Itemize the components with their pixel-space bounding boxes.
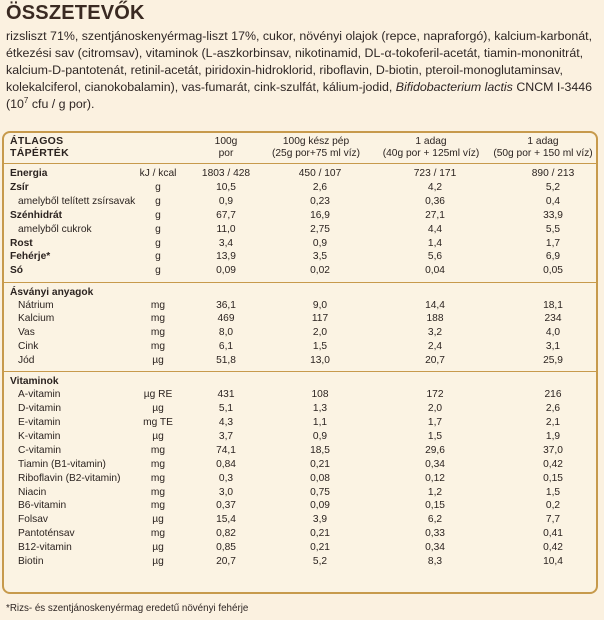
- row-value-serving-50g: 1,7: [545, 237, 561, 249]
- table-row: [4, 458, 596, 472]
- table-row: [4, 181, 596, 195]
- row-value-100g-ready: 2,75: [310, 223, 330, 235]
- row-name: Nátrium: [18, 299, 54, 311]
- row-value-serving-50g: 5,5: [545, 223, 561, 235]
- row-value-100g: 13,9: [216, 251, 236, 263]
- row-name: Niacin: [18, 486, 47, 498]
- table-row: [4, 340, 596, 354]
- row-name: B6-vitamin: [18, 500, 67, 512]
- row-unit: g: [155, 182, 161, 194]
- row-value-100g: 431: [217, 389, 235, 401]
- section-title: ÖSSZETEVŐK: [6, 2, 145, 24]
- row-value-100g: 1803 / 428: [201, 168, 251, 180]
- row-unit: µg RE: [143, 389, 173, 401]
- row-value-100g-ready: 9,0: [312, 299, 328, 311]
- row-value-serving-40g: 14,4: [425, 299, 445, 311]
- row-value-serving-50g: 0,42: [543, 458, 563, 470]
- row-name: Jód: [18, 355, 35, 367]
- row-unit: mg: [150, 486, 166, 498]
- table-row: [4, 237, 596, 251]
- row-value-serving-50g: 25,9: [543, 355, 563, 367]
- footnote: *Rizs- és szentjánoskenyérmag eredetű növényi fehérje: [6, 603, 249, 614]
- row-name: Tiamin (B1-vitamin): [18, 458, 106, 470]
- row-value-100g: 0,3: [218, 472, 234, 484]
- row-value-100g-ready: 2,0: [312, 327, 328, 339]
- table-row: [4, 472, 596, 486]
- row-value-serving-50g: 1,5: [545, 486, 561, 498]
- row-value-100g-ready: 117: [311, 313, 329, 325]
- row-value-100g-ready: 0,21: [310, 542, 330, 554]
- row-value-100g-ready: 1,3: [312, 403, 328, 415]
- row-unit: µg: [152, 355, 164, 367]
- row-value-100g: 6,1: [218, 341, 234, 353]
- row-value-serving-40g: 1,5: [427, 430, 443, 442]
- table-row: [4, 299, 596, 313]
- row-value-100g-ready: 450 / 107: [298, 168, 342, 180]
- row-value-100g-ready: 13,0: [310, 355, 330, 367]
- table-row: [4, 416, 596, 430]
- probiotic-name: Bifidobacterium lactis: [395, 80, 513, 95]
- ingredients-main: rizsliszt 71%, szentjánoskenyérmag-liszt 17%, cukor, növényi olajok (repce, napraforgó), kalcium-karbonát, étkezési sav (citromsav), vitaminok (L-aszkorbinsav, nikotinamid, DL-α-tokoferil-acetát, tiamin-mononitrát, kalcium-D-pantotenát, retinil-acetát, piridoxin-hidroklorid, riboflavin, D-biotin, pteroil-monoglutaminsav, kolekalciferol, cianokobalamin), vas-fumarát, cink-szulfát, kálium-jodid,: [6, 29, 593, 95]
- table-row: [4, 312, 596, 326]
- row-value-serving-50g: 1,9: [545, 430, 561, 442]
- table-row: [4, 499, 596, 513]
- row-value-100g: 67,7: [216, 209, 236, 221]
- row-name: Vas: [18, 327, 35, 339]
- row-value-serving-50g: 37,0: [543, 444, 563, 456]
- row-value-100g: 0,84: [216, 458, 236, 470]
- row-value-100g-ready: 1,5: [312, 341, 328, 353]
- row-name: Cink: [18, 341, 39, 353]
- row-name: Pantoténsav: [18, 528, 75, 540]
- row-value-100g: 74,1: [216, 444, 236, 456]
- row-value-100g: 20,7: [216, 556, 236, 567]
- row-unit: kJ / kcal: [139, 168, 177, 180]
- row-value-serving-40g: 0,12: [425, 472, 445, 484]
- row-value-100g-ready: 18,5: [310, 444, 330, 456]
- table-row: [4, 430, 596, 444]
- row-name: Kalcium: [18, 313, 55, 325]
- row-value-100g: 36,1: [216, 299, 236, 311]
- row-value-serving-50g: 2,6: [545, 403, 561, 415]
- row-value-100g: 0,82: [216, 528, 236, 540]
- row-value-100g: 0,37: [216, 500, 236, 512]
- row-name: B12-vitamin: [18, 542, 72, 554]
- row-value-100g: 4,3: [218, 417, 234, 429]
- table-row: [4, 354, 596, 368]
- table-row: [4, 541, 596, 555]
- row-value-serving-50g: 0,41: [543, 528, 563, 540]
- row-value-100g-ready: 0,9: [312, 430, 328, 442]
- row-value-serving-40g: 0,33: [425, 528, 445, 540]
- row-value-serving-50g: 216: [544, 389, 562, 401]
- minerals-section-title: Ásványi anyagok: [10, 286, 94, 298]
- row-value-100g-ready: 0,75: [310, 486, 330, 498]
- row-unit: g: [155, 223, 161, 235]
- header-unit: [124, 133, 192, 163]
- row-unit: mg: [150, 327, 166, 339]
- row-value-serving-50g: 18,1: [543, 299, 563, 311]
- row-unit: mg: [150, 444, 166, 456]
- row-name: K-vitamin: [18, 430, 61, 442]
- row-value-100g: 15,4: [216, 514, 236, 526]
- row-value-serving-40g: 0,34: [425, 542, 445, 554]
- row-value-serving-40g: 1,4: [427, 237, 443, 249]
- row-value-serving-40g: 0,04: [425, 265, 445, 277]
- table-row: [4, 444, 596, 458]
- header-col1: 100g por: [214, 136, 238, 159]
- table-row: [4, 209, 596, 223]
- row-value-100g: 51,8: [216, 355, 236, 367]
- row-value-serving-50g: 3,1: [545, 341, 561, 353]
- row-value-100g: 0,85: [216, 542, 236, 554]
- row-unit: mg: [150, 313, 166, 325]
- row-unit: g: [155, 237, 161, 249]
- row-unit: µg: [152, 542, 164, 554]
- nutrition-panel: [2, 131, 598, 594]
- header-col4: 1 adag (50g por + 150 ml víz): [493, 136, 593, 159]
- row-value-serving-40g: 29,6: [425, 444, 445, 456]
- header-col2: 100g kész pép (25g por+75 ml víz): [271, 136, 361, 159]
- row-value-100g-ready: 3,9: [312, 514, 328, 526]
- table-row: [4, 264, 596, 278]
- row-unit: g: [155, 251, 161, 263]
- row-name: amelyből telített zsírsavak: [18, 195, 136, 207]
- row-value-100g-ready: 0,21: [310, 458, 330, 470]
- row-value-serving-40g: 3,2: [427, 327, 443, 339]
- row-value-serving-40g: 4,2: [427, 182, 443, 194]
- row-value-serving-40g: 8,3: [427, 556, 443, 567]
- row-value-100g-ready: 16,9: [310, 209, 330, 221]
- row-unit: mg: [150, 458, 166, 470]
- row-value-serving-40g: 2,0: [427, 403, 443, 415]
- row-value-100g: 3,4: [218, 237, 234, 249]
- row-unit: mg: [150, 500, 166, 512]
- row-value-serving-50g: 4,0: [545, 327, 561, 339]
- table-row: [4, 527, 596, 541]
- row-value-serving-40g: 0,34: [425, 458, 445, 470]
- row-unit: mg TE: [143, 417, 173, 429]
- row-name: E-vitamin: [18, 417, 61, 429]
- row-value-100g: 5,1: [218, 403, 234, 415]
- row-unit: mg: [150, 472, 166, 484]
- table-row: [4, 223, 596, 237]
- row-name: Só: [10, 265, 24, 277]
- row-value-100g: 469: [217, 313, 235, 325]
- table-row: [4, 388, 596, 402]
- row-unit: µg: [152, 403, 164, 415]
- row-unit: µg: [152, 556, 164, 567]
- minerals-section: [4, 282, 596, 298]
- cfu-suffix: cfu / g por).: [31, 97, 95, 112]
- row-value-100g-ready: 0,02: [310, 265, 330, 277]
- vitamins-section: [4, 372, 596, 388]
- row-name: Folsav: [18, 514, 49, 526]
- row-value-serving-40g: 0,36: [425, 195, 445, 207]
- row-name: amelyből cukrok: [18, 223, 92, 235]
- row-value-100g-ready: 0,9: [312, 237, 328, 249]
- row-value-serving-40g: 723 / 171: [413, 168, 457, 180]
- row-name: Biotin: [18, 556, 44, 567]
- table-row: [4, 486, 596, 500]
- row-value-100g: 11,0: [216, 223, 236, 235]
- row-name: Energia: [10, 168, 48, 180]
- row-value-100g-ready: 0,23: [310, 195, 330, 207]
- row-value-100g-ready: 0,08: [310, 472, 330, 484]
- row-value-serving-50g: 2,1: [545, 417, 561, 429]
- table-row: [4, 167, 596, 181]
- row-value-serving-40g: 172: [426, 389, 444, 401]
- row-unit: µg: [152, 514, 164, 526]
- row-unit: g: [155, 195, 161, 207]
- cfu-exponent: 7: [23, 96, 29, 106]
- row-value-100g: 10,5: [216, 182, 236, 194]
- row-value-serving-50g: 6,9: [545, 251, 561, 263]
- row-value-100g-ready: 0,09: [310, 500, 330, 512]
- row-unit: mg: [150, 341, 166, 353]
- row-value-100g-ready: 5,2: [312, 556, 328, 567]
- row-value-serving-40g: 1,2: [427, 486, 443, 498]
- row-value-serving-50g: 0,05: [543, 265, 563, 277]
- row-name: Riboflavin (B2-vitamin): [18, 472, 121, 484]
- row-value-100g-ready: 1,1: [312, 417, 328, 429]
- row-name: C-vitamin: [18, 444, 62, 456]
- row-value-serving-50g: 0,15: [543, 472, 563, 484]
- row-value-serving-50g: 234: [544, 313, 562, 325]
- table-row: [4, 555, 596, 569]
- row-unit: g: [155, 265, 161, 277]
- ingredients-text: [6, 28, 600, 113]
- row-name: Rost: [10, 237, 33, 249]
- table-row: [4, 250, 596, 264]
- row-value-serving-50g: 5,2: [545, 182, 561, 194]
- row-name: D-vitamin: [18, 403, 62, 415]
- header-col3: 1 adag (40g por + 125ml víz): [382, 136, 480, 159]
- row-value-serving-50g: 0,2: [545, 500, 561, 512]
- table-row: [4, 326, 596, 340]
- row-value-serving-50g: 33,9: [543, 209, 563, 221]
- row-value-serving-40g: 188: [426, 313, 444, 325]
- row-value-serving-40g: 2,4: [427, 341, 443, 353]
- row-value-serving-50g: 10,4: [543, 556, 563, 567]
- row-value-100g-ready: 2,6: [312, 182, 328, 194]
- table-row: [4, 402, 596, 416]
- row-value-serving-40g: 20,7: [425, 355, 445, 367]
- row-name: Fehérje*: [10, 251, 51, 263]
- row-value-serving-40g: 0,15: [425, 500, 445, 512]
- row-name: A-vitamin: [18, 389, 61, 401]
- row-value-100g-ready: 3,5: [312, 251, 328, 263]
- row-unit: µg: [152, 430, 164, 442]
- row-value-serving-50g: 7,7: [545, 514, 561, 526]
- row-value-serving-40g: 4,4: [427, 223, 443, 235]
- row-value-100g: 0,9: [218, 195, 234, 207]
- row-value-serving-50g: 0,4: [545, 195, 561, 207]
- row-value-100g-ready: 0,21: [310, 528, 330, 540]
- row-name: Szénhidrát: [10, 209, 63, 221]
- row-value-100g: 8,0: [218, 327, 234, 339]
- row-value-serving-50g: 890 / 213: [531, 168, 575, 180]
- table-row: [4, 195, 596, 209]
- cfu-prefix: CNCM I-3446 (10: [6, 80, 593, 112]
- nutrition-table: [4, 133, 596, 569]
- row-value-serving-40g: 5,6: [427, 251, 443, 263]
- row-value-serving-50g: 0,42: [543, 542, 563, 554]
- table-row: [4, 513, 596, 527]
- row-name: Zsír: [10, 182, 29, 194]
- row-value-100g: 3,0: [218, 486, 234, 498]
- row-value-100g: 0,09: [216, 265, 236, 277]
- row-value-serving-40g: 27,1: [425, 209, 445, 221]
- row-unit: mg: [150, 299, 166, 311]
- row-value-serving-40g: 1,7: [427, 417, 443, 429]
- row-unit: mg: [150, 528, 166, 540]
- header-name: ÁTLAGOS TÁPÉRTÉK: [10, 135, 69, 159]
- vitamins-section-title: Vitaminok: [10, 376, 59, 388]
- table-header-row: [4, 133, 596, 163]
- row-value-serving-40g: 6,2: [427, 514, 443, 526]
- row-value-100g-ready: 108: [311, 389, 329, 401]
- row-unit: g: [155, 209, 161, 221]
- row-value-100g: 3,7: [218, 430, 234, 442]
